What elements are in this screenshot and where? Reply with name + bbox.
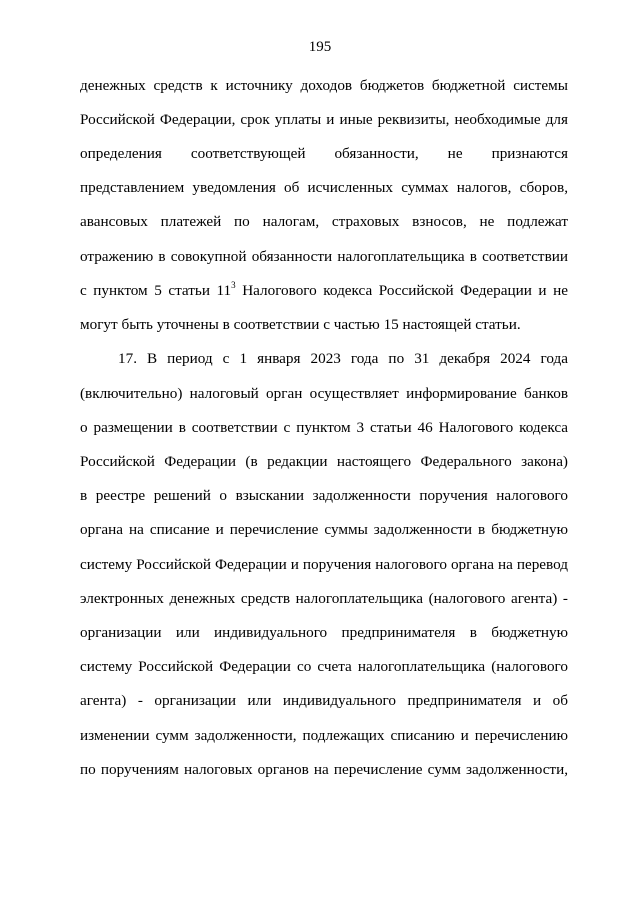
text-line: организации или индивидуального предпринимателя в бюджетную — [80, 624, 568, 641]
text-line: систему Российской Федерации со счета налогоплательщика (налогового — [80, 658, 568, 675]
text-line: агента) - организации или индивидуального предпринимателя и об — [80, 692, 568, 709]
text-line: изменении сумм задолженности, подлежащих списанию и перечислению — [80, 727, 568, 744]
text-line-with-superscript — [80, 281, 568, 301]
text-line: определения соответствующей обязанности, не признаются — [80, 145, 568, 162]
superscript: 3 — [231, 279, 236, 290]
page-number: 195 — [308, 39, 332, 55]
line-segment: Налогового кодекса Российской Федерации и не — [235, 282, 568, 299]
text-line: органа на списание и перечисление суммы задолженности в бюджетную — [80, 521, 568, 538]
text-line: электронных денежных средств налогоплательщика (налогового агента) - — [80, 590, 568, 607]
paragraph-first-line: 17. В период с 1 января 2023 года по 31 декабря 2024 года — [118, 350, 568, 367]
text-line: отражению в совокупной обязанности налогоплательщика в соответствии — [80, 248, 568, 265]
text-line: о размещении в соответствии с пунктом 3 статьи 46 Налогового кодекса — [80, 419, 568, 436]
text-line: денежных средств к источнику доходов бюджетов бюджетной системы — [80, 77, 568, 94]
line-segment: с пунктом 5 статьи 11 — [80, 282, 232, 299]
text-line: Российской Федерации (в редакции настоящего Федерального закона) — [80, 453, 568, 470]
text-line: могут быть уточнены в соответствии с частью 15 настоящей статьи. — [80, 316, 521, 333]
text-line: в реестре решений о взыскании задолженности поручения налогового — [80, 487, 568, 504]
text-line: (включительно) налоговый орган осуществляет информирование банков — [80, 385, 568, 402]
text-line: Российской Федерации, срок уплаты и иные реквизиты, необходимые для — [80, 111, 568, 128]
text-line: систему Российской Федерации и поручения налогового органа на перевод — [80, 556, 568, 573]
text-line: авансовых платежей по налогам, страховых взносов, не подлежат — [80, 213, 568, 230]
text-line: по поручениям налоговых органов на перечисление сумм задолженности, — [80, 761, 568, 778]
text-line: представлением уведомления об исчисленных суммах налогов, сборов, — [80, 179, 568, 196]
